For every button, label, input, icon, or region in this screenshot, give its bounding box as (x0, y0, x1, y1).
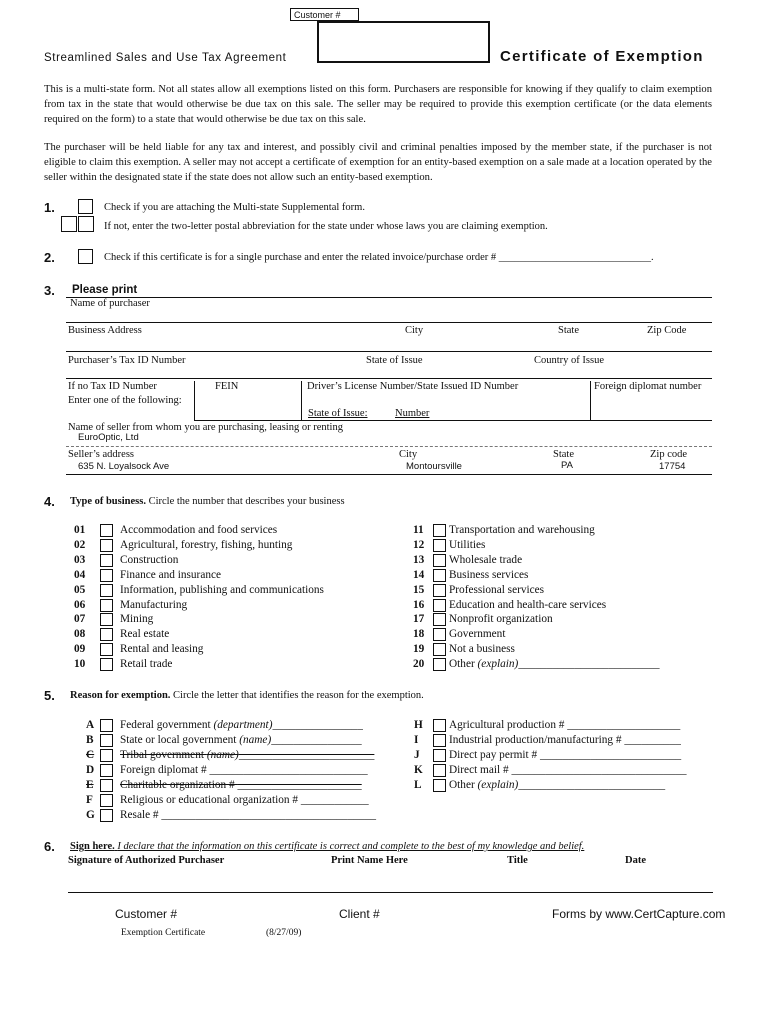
exemption-reason-title: Reason for exemption. (70, 690, 171, 701)
footer-client-number: Client # (339, 907, 380, 921)
reason-text: Federal government (120, 719, 214, 731)
business-type-label (120, 657, 172, 672)
intro-paragraph-2: The purchaser will be held liable for any tax and interest, and possibly civil and criminal penalties imposed by the member state, if the purchaser is not eligible to claim this exemption. A seller may not accept a certificate of exemption for an entity-based exemption on a sale made at a location operated by the seller within the designated state if the state does not allow such an entity-based exemption. (44, 142, 712, 183)
number-label: Number (395, 408, 430, 419)
sign-here-label: Sign here. (70, 841, 115, 852)
reason-text: Other (449, 779, 478, 791)
business-type-checkbox[interactable] (433, 628, 446, 641)
business-code: 09 (74, 643, 86, 656)
business-type-checkbox[interactable] (100, 584, 113, 597)
section-2-number: 2. (44, 250, 55, 265)
business-type-text: Agricultural, forestry, fishing, hunting (120, 538, 293, 551)
agreement-label: Streamlined Sales and Use Tax Agreement (44, 52, 287, 64)
business-type-checkbox[interactable] (100, 658, 113, 671)
page-title: Certificate of Exemption (500, 48, 704, 65)
reason-checkbox[interactable] (433, 749, 446, 762)
business-type-explain: (explain) (477, 658, 519, 671)
reason-blank[interactable]: ________________ (271, 734, 362, 746)
exemption-reason-heading (70, 690, 424, 701)
section-5-number: 5. (44, 688, 55, 703)
business-type-label (120, 598, 187, 613)
reason-checkbox[interactable] (100, 809, 113, 822)
reason-checkbox[interactable] (433, 764, 446, 777)
business-type-label (449, 523, 595, 538)
business-type-label (120, 627, 169, 642)
seller-name-label: Name of seller from whom you are purchasing, leasing or renting (68, 422, 343, 433)
reason-blank[interactable]: ______________________________________ (161, 809, 377, 821)
business-type-checkbox[interactable] (433, 524, 446, 537)
reason-blank[interactable]: ______________________ (237, 779, 362, 791)
reason-checkbox[interactable] (100, 734, 113, 747)
reason-text: Charitable organization # (120, 779, 238, 791)
business-code: 20 (413, 658, 425, 671)
diplomat-number-label: Foreign diplomat number (594, 381, 702, 392)
section-1-line-2: If not, enter the two-letter postal abbreviation for the state under whose laws you are claiming exemption. (104, 221, 548, 232)
business-code: 17 (413, 613, 425, 626)
business-type-label (449, 598, 606, 613)
reason-text: Direct pay permit # (449, 749, 540, 761)
business-type-text: Retail trade (120, 658, 173, 671)
business-code: 10 (74, 658, 86, 671)
title-label: Title (507, 855, 528, 866)
reason-text: State or local government (120, 734, 240, 746)
reason-code: I (414, 734, 419, 746)
diplomat-input-line[interactable] (590, 420, 712, 421)
business-code: 04 (74, 568, 86, 581)
reason-qualifier: (name) (239, 734, 272, 746)
reason-checkbox[interactable] (433, 779, 446, 792)
reason-text: Industrial production/manufacturing # (449, 734, 625, 746)
reason-checkbox[interactable] (100, 779, 113, 792)
business-address-label: Business Address (68, 325, 142, 336)
diplomat-divider (590, 381, 591, 421)
business-type-blank[interactable]: _________________________ (518, 658, 660, 671)
reason-code: C (86, 749, 95, 761)
reason-code: F (86, 794, 93, 806)
reason-text: Agricultural production # (449, 719, 568, 731)
reason-blank[interactable]: ________________ (272, 719, 363, 731)
seller-address-value[interactable]: 635 N. Loyalsock Ave (78, 461, 170, 472)
zip-code-label: Zip Code (647, 325, 687, 336)
business-type-checkbox[interactable] (100, 613, 113, 626)
seller-name-line (66, 446, 712, 447)
seller-address-line (66, 474, 712, 475)
reason-text: Resale # (120, 809, 162, 821)
section-6-number: 6. (44, 839, 55, 854)
reason-checkbox[interactable] (433, 719, 446, 732)
state-of-issue-label: State of Issue (366, 355, 423, 366)
business-type-text: Construction (120, 553, 179, 566)
business-type-text: Business services (449, 568, 529, 581)
business-type-title: Type of business. (70, 496, 146, 507)
declaration-text: I declare that the information on this certificate is correct and complete to the best of my knowledge and belief. (117, 841, 585, 852)
tax-id-line[interactable] (66, 378, 712, 379)
business-type-checkbox[interactable] (433, 658, 446, 671)
reason-blank[interactable]: _______________________________ (511, 764, 687, 776)
business-type-text: Education and health-care services (449, 598, 607, 611)
city-label: City (405, 325, 424, 336)
seller-city-value[interactable]: Montoursville (406, 461, 462, 472)
signature-line[interactable] (68, 892, 713, 893)
business-type-text: Other (449, 658, 478, 671)
reason-code: A (86, 719, 95, 731)
print-name-label: Print Name Here (331, 855, 408, 866)
reason-label (449, 748, 681, 763)
fein-divider (194, 381, 195, 421)
business-type-checkbox[interactable] (433, 599, 446, 612)
reason-code: B (86, 734, 94, 746)
business-type-checkbox[interactable] (433, 643, 446, 656)
reason-blank[interactable]: ____________________________ (209, 764, 368, 776)
reason-text: Tribal government (120, 749, 207, 761)
reason-label (120, 793, 369, 808)
if-no-tax-id-label: If no Tax ID Number (68, 381, 157, 392)
business-type-label (449, 568, 528, 583)
footer-forms-by[interactable]: Forms by www.CertCapture.com (552, 907, 726, 921)
declaration-line (70, 841, 584, 852)
reason-label (120, 748, 374, 763)
seller-state-value[interactable]: PA (561, 460, 573, 471)
dl-input-line[interactable] (301, 420, 590, 421)
reason-code: E (86, 779, 94, 791)
customer-number-input[interactable] (317, 21, 490, 63)
seller-zip-value[interactable]: 17754 (659, 461, 686, 472)
reason-code: G (86, 809, 95, 821)
business-code: 14 (413, 568, 425, 581)
reason-label (120, 778, 362, 793)
business-type-text: Mining (120, 613, 154, 626)
reason-label (449, 733, 681, 748)
reason-checkbox[interactable] (100, 719, 113, 732)
business-type-text: Transportation and warehousing (449, 524, 595, 536)
business-type-label (120, 642, 203, 657)
reason-label (120, 733, 362, 748)
state-abbrev-box-2[interactable] (78, 216, 94, 232)
drivers-license-label: Driver’s License Number/State Issued ID Number (307, 381, 519, 392)
business-type-checkbox[interactable] (433, 613, 446, 626)
business-type-text: Real estate (120, 628, 170, 641)
business-type-heading (70, 496, 345, 507)
reason-blank[interactable]: ____________________ (567, 719, 681, 731)
reason-code: D (86, 764, 95, 776)
reason-checkbox[interactable] (100, 794, 113, 807)
reason-qualifier: (explain) (477, 779, 519, 791)
business-code: 15 (413, 583, 425, 596)
reason-qualifier: (department) (213, 719, 273, 731)
dl-divider (301, 381, 302, 421)
business-type-label (449, 627, 505, 642)
business-code: 16 (413, 598, 425, 611)
section-1-line-1: Check if you are attaching the Multi-state Supplemental form. (104, 202, 365, 213)
business-type-label (120, 612, 153, 627)
business-type-checkbox[interactable] (100, 539, 113, 552)
business-code: 13 (413, 553, 425, 566)
reason-checkbox[interactable] (100, 749, 113, 762)
tax-id-label: Purchaser’s Tax ID Number (68, 355, 186, 366)
business-type-checkbox[interactable] (433, 554, 446, 567)
intro-paragraph-1: This is a multi-state form. Not all states allow all exemptions listed on this form. Purchasers are responsible for knowing if they qualify to claim exemption from tax in the state that would otherwise be due tax on this sale. The seller may be required to provide this exemption certificate (or the data elements required on the form) to a state that would otherwise be due tax on this sale. (44, 84, 712, 125)
reason-code: H (414, 719, 423, 731)
footer-exemption-certificate: Exemption Certificate (121, 928, 206, 938)
reason-label (449, 778, 665, 793)
business-type-checkbox[interactable] (100, 569, 113, 582)
business-type-text: Rental and leasing (120, 643, 204, 656)
section-4-number: 4. (44, 494, 55, 509)
business-type-text: Professional services (449, 583, 545, 596)
business-code: 01 (74, 524, 86, 536)
business-type-label (120, 523, 277, 538)
business-type-checkbox[interactable] (100, 554, 113, 567)
reason-blank[interactable]: __________ (624, 734, 681, 746)
business-type-label (449, 538, 485, 553)
reason-text: Religious or educational organization # (120, 794, 301, 806)
business-type-label (449, 553, 522, 568)
business-type-checkbox[interactable] (100, 643, 113, 656)
business-type-label (120, 583, 324, 598)
business-type-checkbox[interactable] (100, 628, 113, 641)
business-type-text: Manufacturing (120, 598, 188, 611)
name-of-purchaser-label: Name of purchaser (70, 298, 150, 309)
reason-code: J (414, 749, 420, 761)
business-type-label (449, 642, 515, 657)
state-of-issue-2-label: State of Issue: (308, 408, 368, 419)
reason-code: L (414, 779, 422, 791)
reason-blank[interactable]: ________________________ (238, 749, 375, 761)
seller-name-value[interactable]: EuroOptic, Ltd (78, 432, 139, 443)
address-top-line (66, 322, 712, 323)
business-type-label (449, 657, 660, 672)
business-code: 05 (74, 583, 86, 596)
business-type-label (120, 538, 292, 553)
business-code: 19 (413, 643, 425, 656)
business-type-checkbox[interactable] (433, 539, 446, 552)
date-label: Date (625, 855, 646, 866)
customer-tab-label: Customer # (294, 10, 341, 20)
reason-label (449, 718, 680, 733)
business-type-text: Not a business (449, 643, 515, 656)
reason-label (120, 808, 376, 823)
reason-text: Direct mail # (449, 764, 512, 776)
business-type-text: Nonprofit organization (449, 613, 553, 626)
business-type-label (120, 568, 221, 583)
business-type-label (449, 583, 544, 598)
reason-label (120, 718, 363, 733)
reason-qualifier: (name) (206, 749, 239, 761)
business-code: 03 (74, 553, 86, 566)
country-of-issue-label: Country of Issue (534, 355, 604, 366)
business-type-text: Wholesale trade (449, 553, 523, 566)
business-type-text: Utilities (449, 538, 486, 551)
business-type-label (120, 553, 178, 568)
reason-checkbox[interactable] (433, 734, 446, 747)
business-address-line[interactable] (66, 351, 712, 352)
exemption-reason-instruction: Circle the letter that identifies the reason for the exemption. (173, 690, 424, 701)
signature-label: Signature of Authorized Purchaser (68, 855, 225, 866)
state-abbrev-box-1[interactable] (61, 216, 77, 232)
business-type-text: Information, publishing and communications (120, 583, 324, 596)
seller-city-label: City (399, 449, 418, 460)
business-type-checkbox[interactable] (433, 584, 446, 597)
business-type-checkbox[interactable] (433, 569, 446, 582)
section-2-text: Check if this certificate is for a single purchase and enter the related invoice/purchase order # _____________________________. (104, 252, 654, 263)
seller-zip-label: Zip code (650, 449, 688, 460)
business-type-instruction: Circle the number that describes your business (148, 496, 345, 507)
business-code: 18 (413, 628, 425, 641)
business-code: 07 (74, 613, 86, 626)
fein-label: FEIN (215, 381, 239, 392)
reason-blank[interactable]: _________________________ (539, 749, 682, 761)
business-type-label (449, 612, 553, 627)
seller-state-label: State (553, 449, 574, 460)
footer-customer-number: Customer # (115, 907, 178, 921)
multistate-supplement-checkbox[interactable] (78, 199, 93, 214)
reason-code: K (414, 764, 423, 776)
business-type-text: Accommodation and food services (120, 524, 278, 536)
business-code: 02 (74, 538, 86, 551)
footer-date: (8/27/09) (266, 928, 302, 938)
single-purchase-checkbox[interactable] (78, 249, 93, 264)
reason-label (449, 763, 687, 778)
reason-checkbox[interactable] (100, 764, 113, 777)
section-3-number: 3. (44, 283, 55, 298)
business-code: 11 (413, 524, 424, 536)
section-1-number: 1. (44, 200, 55, 215)
business-type-checkbox[interactable] (100, 599, 113, 612)
business-type-text: Government (449, 628, 506, 641)
customer-number-tab (290, 8, 359, 21)
business-code: 12 (413, 538, 425, 551)
reason-blank[interactable]: __________________________ (518, 779, 666, 791)
business-type-text: Finance and insurance (120, 568, 222, 581)
purchaser-name-line[interactable] (66, 297, 712, 298)
business-type-checkbox[interactable] (100, 524, 113, 537)
fein-input-line[interactable] (194, 420, 301, 421)
business-code: 08 (74, 628, 86, 641)
seller-address-label: Seller’s address (68, 449, 134, 460)
please-print-label: Please print (72, 284, 138, 296)
reason-label (120, 763, 368, 778)
reason-text: Foreign diplomat # (120, 764, 210, 776)
state-label: State (558, 325, 579, 336)
reason-blank[interactable]: ____________ (300, 794, 369, 806)
business-code: 06 (74, 598, 86, 611)
enter-one-label: Enter one of the following: (68, 395, 182, 406)
